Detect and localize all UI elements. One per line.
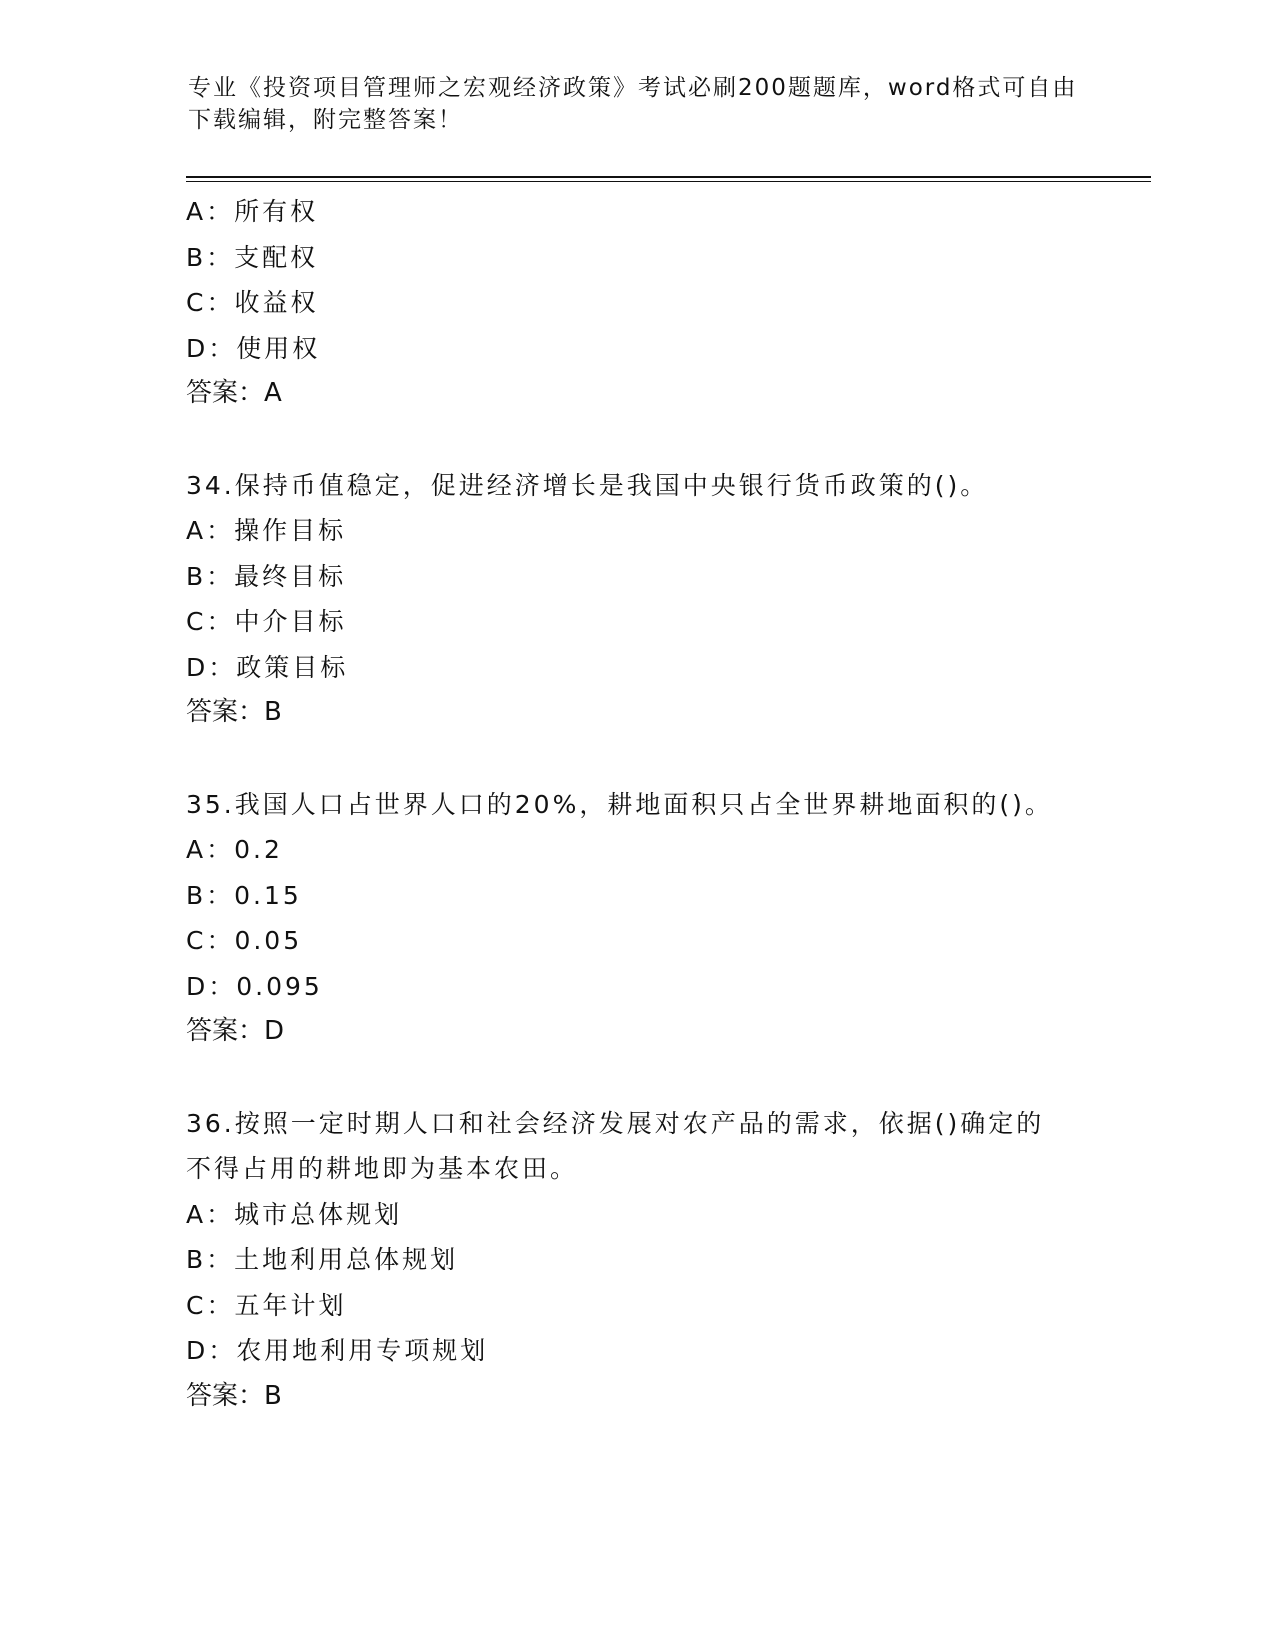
option-c: C：0.05 — [186, 926, 303, 955]
option-d: D：使用权 — [186, 333, 321, 363]
question-36 — [186, 1101, 1086, 1420]
option-a: A：操作目标 — [186, 516, 347, 545]
question-text: 34.保持币值稳定，促进经济增长是我国中央银行货币政策的()。 — [186, 470, 989, 500]
question-34 — [186, 463, 1086, 736]
option-b: B：最终目标 — [186, 561, 347, 591]
option-b: B：支配权 — [186, 242, 319, 272]
header-divider-thick — [186, 176, 1151, 178]
header-divider-thin — [186, 181, 1151, 182]
header-title-line-1: 专业《投资项目管理师之宏观经济政策》考试必刷200题题库，word格式可自由 — [188, 75, 1078, 101]
option-d: D：0.095 — [186, 971, 323, 1001]
option-d: D：政策目标 — [186, 652, 349, 682]
option-b: B：0.15 — [186, 880, 302, 910]
option-c: C：中介目标 — [186, 607, 347, 636]
question-text-line-1: 36.按照一定时期人口和社会经济发展对农产品的需求，依据()确定的 — [186, 1108, 1045, 1138]
option-a: A：0.2 — [186, 835, 283, 864]
option-a: A：城市总体规划 — [186, 1199, 403, 1229]
question-text-line-2: 不得占用的耕地即为基本农田。 — [186, 1154, 579, 1183]
question-33 — [186, 189, 1086, 417]
spacer — [186, 1055, 1086, 1101]
question-text: 35.我国人口占世界人口的20%，耕地面积只占全世界耕地面积的()。 — [186, 789, 1053, 819]
option-c: C：收益权 — [186, 288, 319, 317]
option-a: A：所有权 — [186, 197, 319, 226]
answer: 答案：B — [186, 1380, 282, 1411]
answer: 答案：B — [186, 697, 282, 727]
option-c: C：五年计划 — [186, 1290, 347, 1320]
option-b: B：土地利用总体规划 — [186, 1245, 459, 1274]
question-35 — [186, 782, 1086, 1055]
option-d: D：农用地利用专项规划 — [186, 1336, 489, 1365]
answer: 答案：A — [186, 378, 282, 408]
answer: 答案：D — [186, 1016, 285, 1046]
document-header — [188, 72, 1088, 136]
spacer — [186, 417, 1086, 463]
spacer — [186, 736, 1086, 782]
question-list — [186, 189, 1086, 1419]
header-title-line-2: 下载编辑，附完整答案！ — [188, 107, 463, 133]
